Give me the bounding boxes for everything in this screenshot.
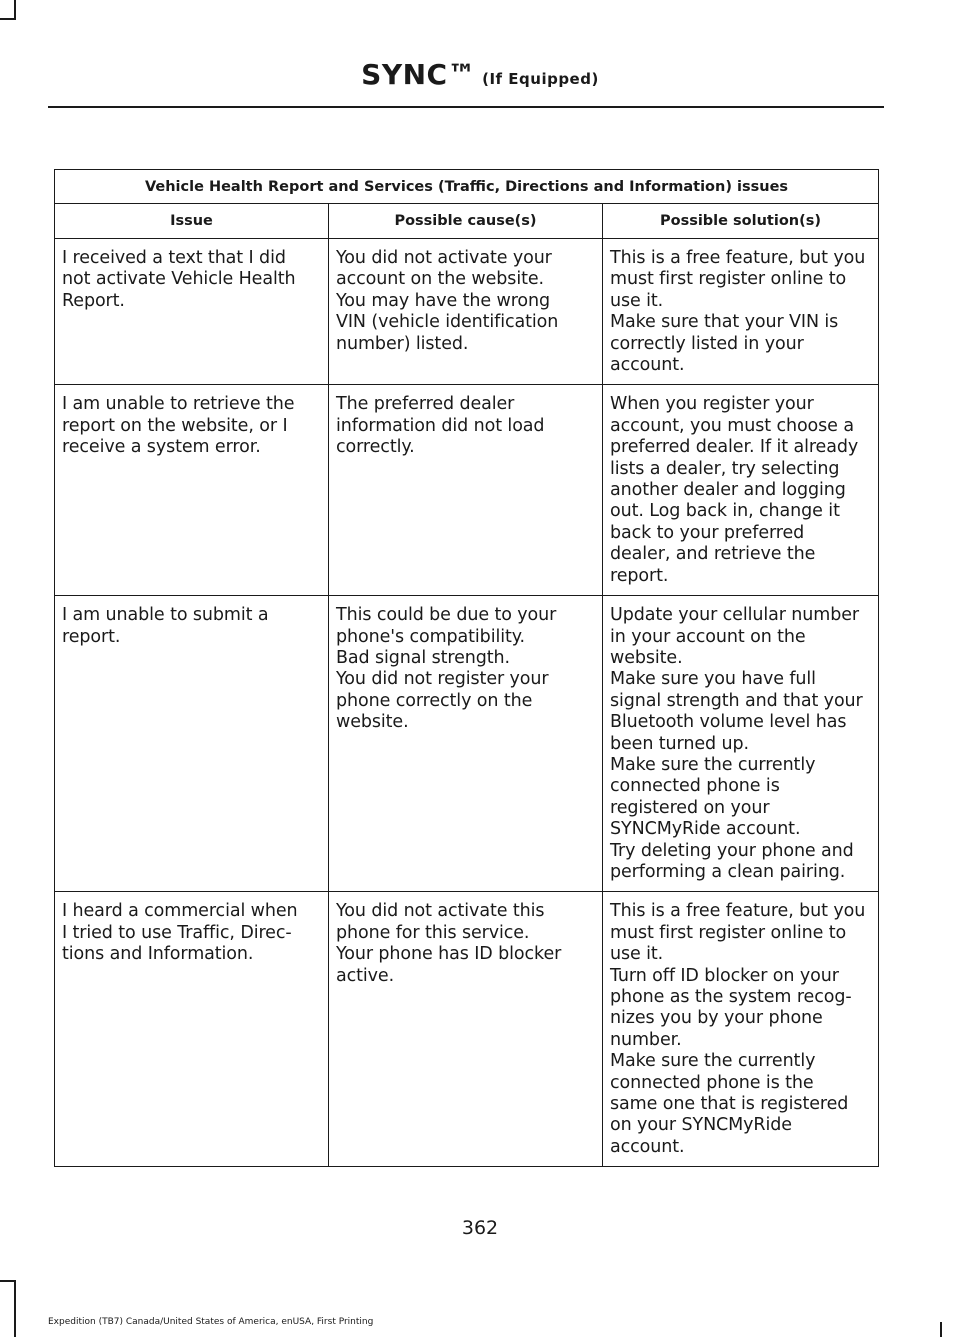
solution-text-line: account. [610, 355, 685, 376]
issue-text-line: I am unable to retrieve the [62, 394, 295, 415]
solution-cell [603, 239, 879, 385]
crop-mark-top-left-vertical [14, 0, 16, 20]
solution-text-line: performing a clean pairing. [610, 861, 846, 882]
cause-text-line: You may have the wrong [336, 290, 551, 311]
crop-mark-bottom-right-vertical [940, 1322, 942, 1337]
solution-text-line: registered on your [610, 797, 770, 818]
cause-text-line: Bad signal strength. [336, 647, 510, 668]
solution-text-line: report. [610, 565, 669, 586]
solution-text-line: preferred dealer. If it already [610, 437, 859, 458]
table-row [55, 892, 879, 1167]
table-row [55, 385, 879, 596]
solution-text-line: out. Log back in, change it [610, 501, 840, 522]
column-header-cause: Possible cause(s) [329, 204, 603, 239]
issue-cell [55, 239, 329, 385]
solution-text-line: When you register your [610, 394, 814, 415]
solution-text-line: signal strength and that your [610, 690, 863, 711]
solution-text-line: connected phone is the [610, 1072, 814, 1093]
cause-text-line: This could be due to your [336, 605, 557, 626]
issues-table [54, 169, 879, 1167]
solution-text-line: must first register online to [610, 922, 847, 943]
solution-text-line: connected phone is [610, 776, 780, 797]
issue-text-line: I am unable to submit a [62, 605, 269, 626]
cause-text-line: active. [336, 965, 395, 986]
solution-text-line: correctly listed in your [610, 333, 804, 354]
cause-text-line: account on the website. [336, 269, 544, 290]
solution-text-line: account, you must choose a [610, 415, 854, 436]
solution-text-line: Turn off ID blocker on your [610, 965, 839, 986]
crop-mark-bottom-left-horizontal [0, 1280, 16, 1282]
cause-text-line: VIN (vehicle identification [336, 312, 559, 333]
solution-text-line: use it. [610, 290, 664, 311]
solution-text-line: back to your preferred [610, 522, 805, 543]
solution-text-line: Make sure you have full [610, 669, 816, 690]
issue-text-line: I received a text that I did [62, 248, 286, 268]
issue-text-line: not activate Vehicle Health [62, 269, 296, 290]
cause-text-line: You did not register your [336, 669, 549, 690]
issue-text-line: receive a system error. [62, 437, 261, 458]
cause-text-line: phone's compatibility. [336, 626, 525, 647]
solution-text-line: website. [610, 647, 683, 668]
table-body [55, 239, 879, 1167]
table-row [55, 596, 879, 892]
crop-mark-bottom-left-vertical [14, 1280, 16, 1337]
solution-text-line: Make sure the currently [610, 754, 816, 775]
issue-text-line: I heard a commercial when [62, 901, 298, 922]
table-caption: Vehicle Health Report and Services (Traffic, Directions and Information) issues [55, 170, 879, 204]
solution-text-line: dealer, and retrieve the [610, 544, 816, 565]
footer-text: Expedition (TB7) Canada/United States of America, enUSA, First Printing [48, 1317, 374, 1327]
header-subtitle: (If Equipped) [482, 70, 599, 88]
solution-text-line: must first register online to [610, 269, 847, 290]
solution-text-line: account. [610, 1136, 685, 1157]
issue-cell [55, 385, 329, 596]
solution-text-line: lists a dealer, try selecting [610, 458, 840, 479]
cause-text-line: You did not activate this [336, 901, 545, 922]
solution-text-line: on your SYNCMyRide [610, 1115, 792, 1136]
column-header-solution: Possible solution(s) [603, 204, 879, 239]
issue-text-line: I tried to use Traffic, Direc- [62, 922, 292, 943]
cause-cell [329, 596, 603, 892]
cause-text-line: You did not activate your [336, 248, 552, 268]
cause-cell [329, 239, 603, 385]
cause-cell [329, 892, 603, 1167]
cause-text-line: phone for this service. [336, 922, 530, 943]
cause-text-line: The preferred dealer [336, 394, 515, 415]
cause-text-line: phone correctly on the [336, 690, 533, 711]
cause-text-line: Your phone has ID blocker [336, 944, 562, 965]
issue-text-line: Report. [62, 290, 125, 311]
solution-text-line: nizes you by your phone [610, 1008, 823, 1029]
issue-text-line: report. [62, 626, 121, 647]
issue-text-line: tions and Information. [62, 944, 254, 965]
solution-cell [603, 385, 879, 596]
page-number: 362 [461, 1217, 499, 1239]
header-title: SYNC™ [361, 58, 477, 91]
solution-text-line: another dealer and logging [610, 480, 846, 501]
cause-cell [329, 385, 603, 596]
solution-text-line: Update your cellular number [610, 605, 859, 626]
solution-text-line: SYNCMyRide account. [610, 819, 801, 840]
solution-cell [603, 892, 879, 1167]
solution-text-line: This is a free feature, but you [610, 901, 866, 922]
solution-text-line: This is a free feature, but you [610, 248, 866, 268]
issue-text-line: report on the website, or I [62, 415, 288, 436]
issue-cell [55, 596, 329, 892]
page-header [0, 58, 960, 96]
cause-text-line: information did not load [336, 415, 545, 436]
header-rule [48, 106, 884, 108]
solution-text-line: phone as the system recog- [610, 987, 852, 1007]
column-header-issue: Issue [55, 204, 329, 239]
cause-text-line: correctly. [336, 437, 415, 458]
cause-text-line: number) listed. [336, 333, 469, 354]
solution-text-line: use it. [610, 944, 664, 965]
issue-cell [55, 892, 329, 1167]
table-row [55, 239, 879, 385]
crop-mark-top-left-horizontal [0, 18, 16, 20]
cause-text-line: website. [336, 712, 409, 733]
solution-text-line: Try deleting your phone and [610, 840, 854, 861]
solution-text-line: been turned up. [610, 733, 749, 754]
solution-text-line: Bluetooth volume level has [610, 712, 847, 733]
solution-cell [603, 596, 879, 892]
solution-text-line: in your account on the [610, 626, 806, 647]
solution-text-line: Make sure that your VIN is [610, 312, 839, 333]
solution-text-line: same one that is registered [610, 1094, 849, 1115]
solution-text-line: Make sure the currently [610, 1051, 816, 1072]
solution-text-line: number. [610, 1029, 682, 1050]
